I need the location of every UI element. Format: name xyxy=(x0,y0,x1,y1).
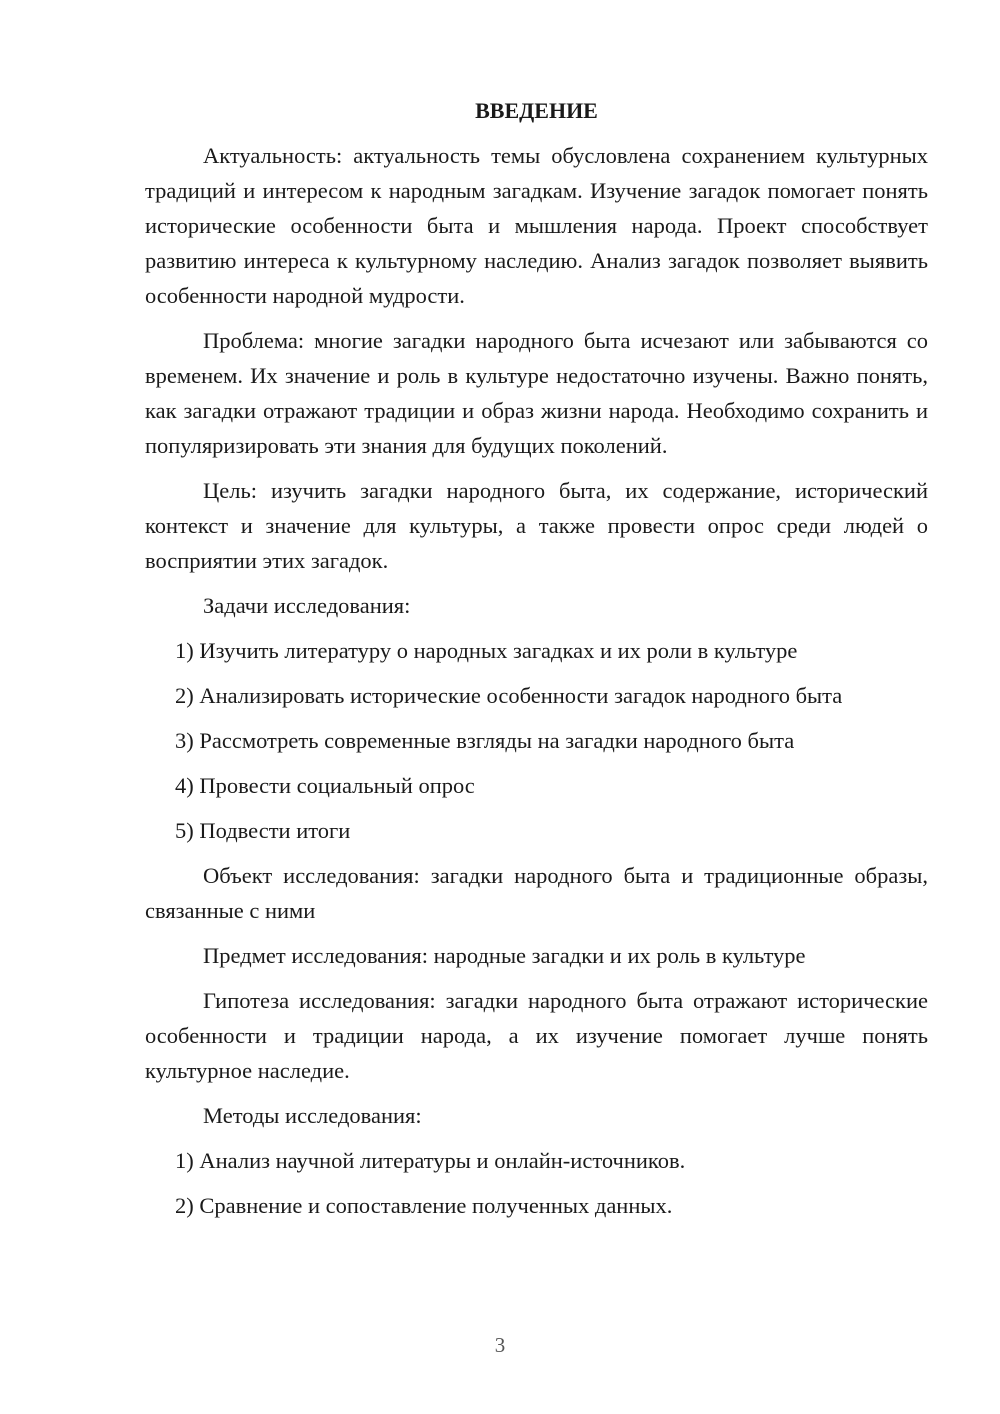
method-item: 2) Сравнение и сопоставление полученных данных. xyxy=(175,1193,673,1218)
goal-paragraph: Цель: изучить загадки народного быта, их содержание, исторический контекст и значение для культуры, а также провести опрос среди людей о восприятии этих загадок. xyxy=(145,478,928,573)
page-number: 3 xyxy=(494,1333,506,1357)
task-item: 4) Провести социальный опрос xyxy=(175,773,475,798)
task-item: 5) Подвести итоги xyxy=(175,818,351,843)
task-item: 2) Анализировать исторические особенности загадок народного быта xyxy=(175,683,843,708)
task-item: 3) Рассмотреть современные взгляды на загадки народного быта xyxy=(175,728,795,753)
hypothesis-paragraph: Гипотеза исследования: загадки народного быта отражают исторические особенности и традиции народа, а их изучение помогает лучше понять культурное наследие. xyxy=(145,988,928,1083)
page-content xyxy=(145,96,928,1233)
problem-paragraph: Проблема: многие загадки народного быта исчезают или забываются со временем. Их значение и роль в культуре недостаточно изучены. Важно понять, как загадки отражают традиции и образ жизни народа. Необходимо сохранить и популяризировать эти знания для будущих поколений. xyxy=(145,328,928,458)
task-item: 1) Изучить литературу о народных загадках и их роли в культуре xyxy=(175,638,798,663)
section-heading: ВВЕДЕНИЕ xyxy=(475,98,598,123)
subject-paragraph: Предмет исследования: народные загадки и их роль в культуре xyxy=(203,943,806,968)
object-paragraph: Объект исследования: загадки народного быта и традиционные образы, связанные с ними xyxy=(145,863,928,923)
methods-title: Методы исследования: xyxy=(203,1103,422,1128)
relevance-paragraph: Актуальность: актуальность темы обусловлена сохранением культурных традиций и интересом к народным загадкам. Изучение загадок помогает понять исторические особенности быта и мышления народа. Проект способствует развитию интереса к культурному наследию. Анализ загадок позволяет выявить особенности народной мудрости. xyxy=(145,143,928,308)
tasks-title: Задачи исследования: xyxy=(203,593,411,618)
method-item: 1) Анализ научной литературы и онлайн-источников. xyxy=(175,1148,686,1173)
